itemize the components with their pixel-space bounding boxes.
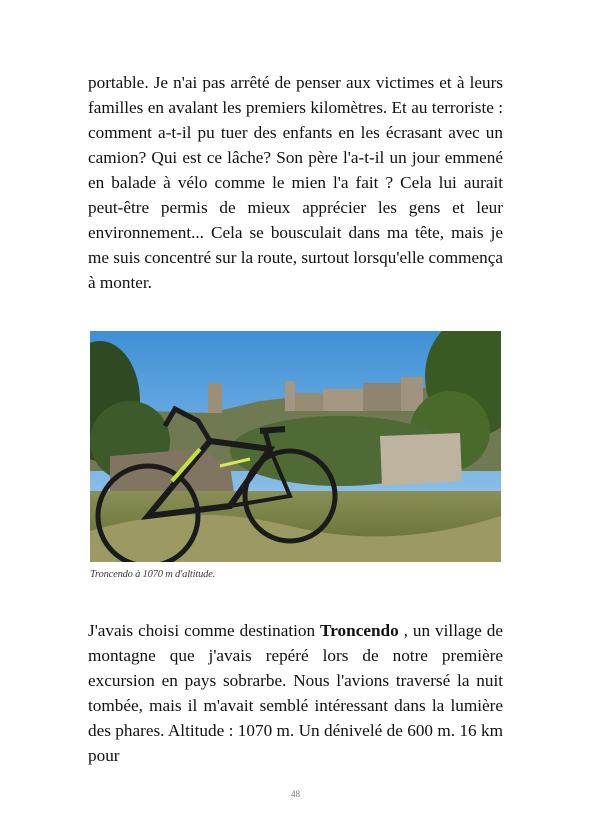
destination-name: Troncendo (320, 621, 399, 640)
paragraph-2 (88, 618, 503, 768)
photo-caption: Troncendo à 1070 m d'altitude. (90, 569, 216, 580)
bicycle-village-photo (90, 331, 501, 562)
page-number: 48 (291, 789, 300, 799)
paragraph-2-rest: , un village de montagne que j'avais repéré lors de notre première excursion en pays sobrarbe. Nous l'avions traversé la nuit tombée, mais il m'avait semblé intéressant dans la lumière des phares. Altitude : 1070 m. Un dénivelé de 600 m. 16 km pour (88, 621, 504, 765)
paragraph-2-start: J'avais choisi comme destination (88, 621, 321, 640)
paragraph-1: portable. Je n'ai pas arrêté de penser aux victimes et à leurs familles en avalant les premiers kilomètres. Et au terroriste : comment a-t-il pu tuer des enfants en les écrasant avec un camion? Qui est ce lâche? Son père l'a-t-il un jour emmené en balade à vélo comme le mien l'a fait ? Cela lui aurait peut-être permis de mieux apprécier les gens et leur environnement... Cela se bousculait dans ma tête, mais je me suis concentré sur la route, surtout lorsqu'elle commença à monter. (88, 73, 503, 292)
